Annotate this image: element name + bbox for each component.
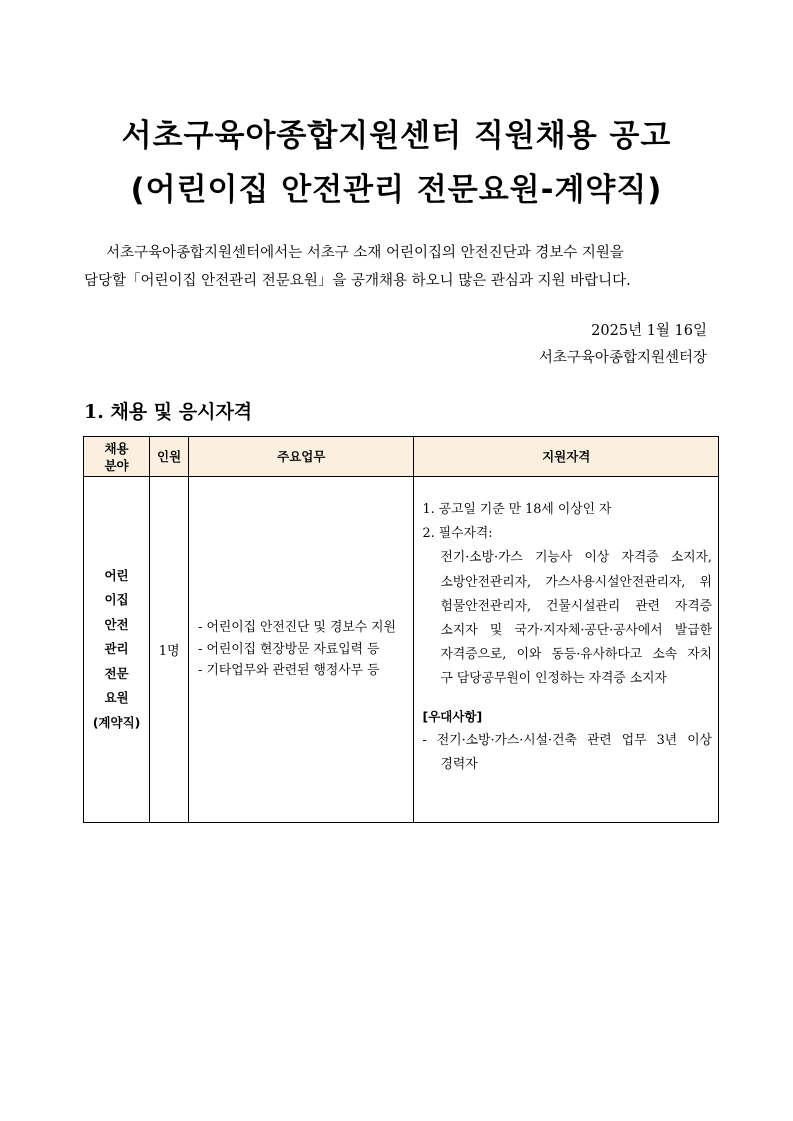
field-line: 어린 xyxy=(104,567,129,583)
header-count: 인원 xyxy=(150,437,189,477)
notice-issuer: 서초구육아종합지원센터장 xyxy=(538,350,707,366)
qualification-detail-line: 자격증으로, 이와 동등·유사하다고 소속 자치 xyxy=(440,647,712,663)
field-line: 관리 xyxy=(104,641,129,657)
table-header-row xyxy=(84,437,719,477)
qualification-item-age: 1. 공고일 기준 만 18세 이상인 자 xyxy=(422,502,612,517)
duty-item: - 어린이집 현장방문 자료입력 등 xyxy=(198,641,380,657)
qualification-detail-line: 전기·소방·가스 기능사 이상 자격증 소지자, xyxy=(440,550,712,566)
qualification-detail-line: 험물안전관리자, 건물시설관리 관련 자격증 xyxy=(440,598,712,614)
qualification-detail-line: 소지자 및 국가·지자체·공단·공사에서 발급한 xyxy=(440,623,712,639)
field-line: 안전 xyxy=(104,616,129,632)
cell-count: 1명 xyxy=(150,477,189,823)
cell-duties xyxy=(189,477,414,823)
preference-item-continued: 경력자 xyxy=(440,757,478,773)
qualification-detail-line: 소방안전관리자, 가스사용시설안전관리자, 위 xyxy=(440,574,712,590)
preference-item: - 전기·소방·가스·시설·건축 관련 업무 3년 이상 xyxy=(422,732,712,748)
preference-heading: [우대사항] xyxy=(422,708,483,724)
duty-item: - 어린이집 안전진단 및 경보수 지원 xyxy=(198,620,396,636)
duty-list xyxy=(189,617,413,682)
cell-qualifications xyxy=(414,477,719,823)
section-heading-recruitment: 1. 채용 및 응시자격 xyxy=(84,401,253,423)
recruitment-table xyxy=(83,436,719,823)
field-line: (계약직) xyxy=(92,714,141,730)
header-field xyxy=(84,437,150,477)
header-duties: 주요업무 xyxy=(189,437,414,477)
field-line: 전문 xyxy=(104,665,129,681)
qualification-detail-line: 구 담당공무원이 인정하는 자격증 소지자 xyxy=(440,671,667,687)
intro-text-line-1: 서초구육아종합지원센터에서는 서초구 소재 어린이집의 안전진단과 경보수 지원을 xyxy=(106,245,624,261)
notice-date: 2025년 1월 16일 xyxy=(591,323,707,339)
qualification-item-required: 2. 필수자격: xyxy=(422,526,493,542)
cell-field xyxy=(84,477,150,823)
header-field-line-1: 채용 xyxy=(104,440,129,456)
page-subtitle: (어린이집 안전관리 전문요원-계약직) xyxy=(130,172,663,208)
field-line: 이집 xyxy=(104,592,129,608)
header-field-line-2: 분야 xyxy=(104,457,129,473)
duty-item: - 기타업무와 관련된 행정사무 등 xyxy=(198,663,380,679)
field-line: 요원 xyxy=(104,690,129,706)
intro-text-line-2: 담당할「어린이집 안전관리 전문요원」을 공개채용 하오니 많은 관심과 지원 바랍니다. xyxy=(84,273,631,289)
header-qualifications: 지원자격 xyxy=(414,437,719,477)
table-row xyxy=(84,477,719,823)
page-title: 서초구육아종합지원센터 직원채용 공고 xyxy=(121,118,672,154)
